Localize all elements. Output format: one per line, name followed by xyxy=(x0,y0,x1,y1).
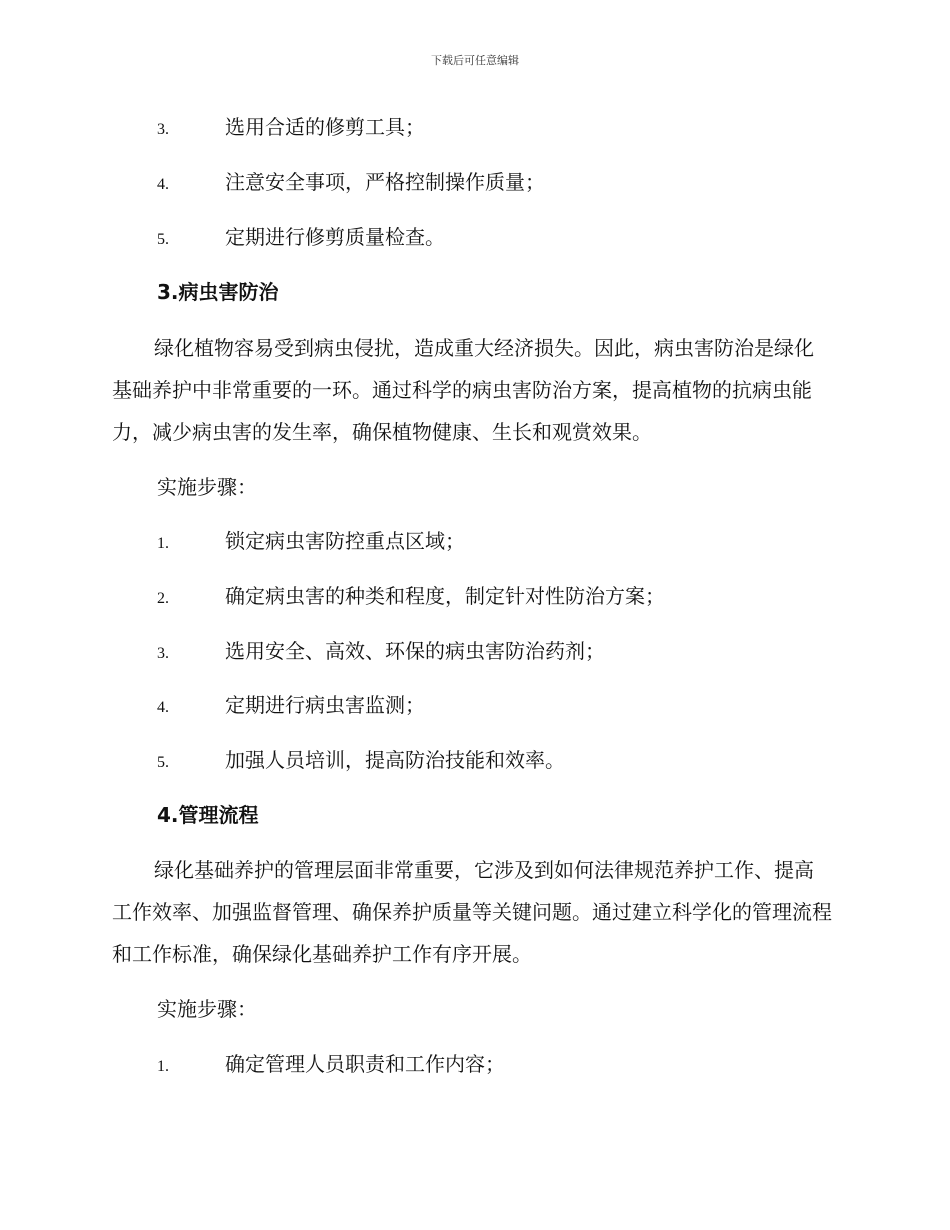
list-item xyxy=(157,222,445,252)
section-heading-pest-control: 3.病虫害防治 xyxy=(157,280,279,304)
list-item-text: 选用安全、高效、环保的病虫害防治药剂； xyxy=(225,639,605,663)
list-item-number: 1. xyxy=(157,1058,169,1075)
list-item xyxy=(157,112,425,142)
list-item xyxy=(157,581,665,611)
list-item-text: 加强人员培训，提高防治技能和效率。 xyxy=(225,748,565,772)
section-heading-management: 4.管理流程 xyxy=(157,803,259,827)
list-item-number: 4. xyxy=(157,699,169,716)
list-item xyxy=(157,167,545,197)
list-item-text: 确定病虫害的种类和程度，制定针对性防治方案； xyxy=(225,584,665,608)
list-item-text: 锁定病虫害防控重点区域； xyxy=(225,529,465,553)
list-item-number: 3. xyxy=(157,121,169,138)
steps-label: 实施步骤： xyxy=(157,997,257,1021)
list-item xyxy=(157,636,605,666)
list-item-text: 定期进行修剪质量检查。 xyxy=(225,225,445,249)
list-item-number: 2. xyxy=(157,590,169,607)
list-item-text: 确定管理人员职责和工作内容； xyxy=(225,1052,505,1076)
list-item-number: 5. xyxy=(157,231,169,248)
list-item-text: 选用合适的修剪工具； xyxy=(225,115,425,139)
section-paragraph-management: 绿化基础养护的管理层面非常重要，它涉及到如何法律规范养护工作、提高工作效率、加强监督管理、确保养护质量等关键问题。通过建立科学化的管理流程和工作标准，确保绿化基础养护工作有序开展。 xyxy=(112,858,832,966)
list-item-text: 注意安全事项，严格控制操作质量； xyxy=(225,170,545,194)
section-paragraph-pest-control: 绿化植物容易受到病虫侵扰，造成重大经济损失。因此，病虫害防治是绿化基础养护中非常重要的一环。通过科学的病虫害防治方案，提高植物的抗病虫能力，减少病虫害的发生率，确保植物健康、生长和观赏效果。 xyxy=(112,336,814,444)
list-item-number: 4. xyxy=(157,176,169,193)
list-item xyxy=(157,690,425,720)
list-item xyxy=(157,745,565,775)
list-item-number: 1. xyxy=(157,535,169,552)
page-header-note: 下载后可任意编辑 xyxy=(431,54,519,67)
list-item-number: 3. xyxy=(157,645,169,662)
steps-label: 实施步骤： xyxy=(157,475,257,499)
list-item-text: 定期进行病虫害监测； xyxy=(225,693,425,717)
list-item-number: 5. xyxy=(157,754,169,771)
list-item xyxy=(157,526,465,556)
list-item xyxy=(157,1049,505,1079)
